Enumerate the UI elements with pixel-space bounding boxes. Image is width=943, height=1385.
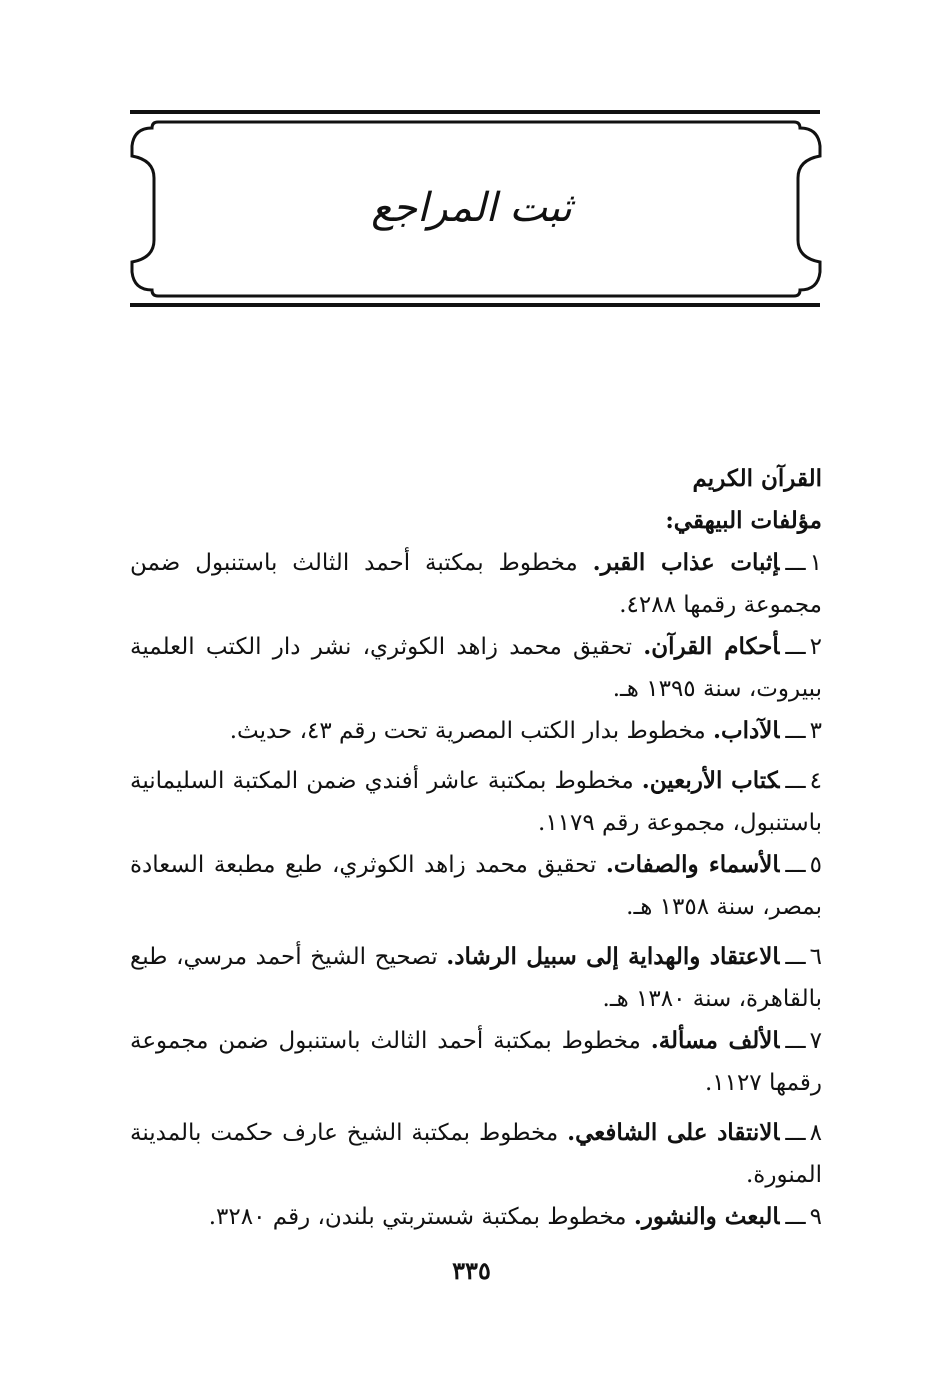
reference-entry	[130, 1020, 822, 1104]
entry-dash: ـــ	[785, 634, 806, 660]
entry-title: البعث والنشور.	[633, 1203, 780, 1230]
entry-dash: ـــ	[785, 1204, 806, 1230]
entry-number: ٩	[809, 1204, 822, 1230]
entry-title: الأسماء والصفات.	[605, 851, 780, 878]
entry-dash: ـــ	[785, 1120, 806, 1146]
entry-title: الاعتقاد والهداية إلى سبيل الرشاد.	[446, 943, 780, 970]
entry-dash: ـــ	[785, 550, 806, 576]
reference-entry	[130, 626, 822, 710]
entry-dash: ـــ	[785, 718, 806, 744]
entry-description: مخطوط بمكتبة الشيخ عارف حكمت بالمدينة المنورة.	[130, 1120, 822, 1188]
entries	[130, 542, 822, 1238]
entry-dash: ـــ	[785, 768, 806, 794]
entry-description: تحقيق محمد زاهد الكوثري، نشر دار الكتب العلمية ببيروت، سنة ١٣٩٥ هـ.	[130, 634, 822, 702]
entry-description: تحقيق محمد زاهد الكوثري، طبع مطبعة السعادة بمصر، سنة ١٣٥٨ هـ.	[130, 852, 822, 920]
entry-title: أحكام القرآن.	[643, 633, 780, 660]
entry-number: ٦	[809, 944, 822, 970]
reference-entry	[130, 1112, 822, 1196]
entry-number: ٥	[809, 852, 822, 878]
top-rule	[130, 110, 820, 114]
reference-entry	[130, 760, 822, 844]
entry-title: كتاب الأربعين.	[641, 767, 780, 794]
entry-description: مخطوط بمكتبة أحمد الثالث باستنبول ضمن مجموعة رقمها ١١٢٧.	[130, 1028, 822, 1096]
reference-entry	[130, 710, 822, 752]
entry-title: الآداب.	[713, 717, 780, 744]
entry-title: الألف مسألة.	[650, 1027, 780, 1054]
page-number: ٣٣٥	[452, 1256, 491, 1285]
entry-dash: ـــ	[785, 1028, 806, 1054]
entry-description: مخطوط بمكتبة أحمد الثالث باستنبول ضمن مجموعة رقمها ٤٢٨٨.	[130, 550, 822, 618]
entry-number: ١	[809, 550, 822, 576]
entry-description: مخطوط بمكتبة عاشر أفندي ضمن المكتبة السليمانية باستنبول، مجموعة رقم ١١٧٩.	[130, 768, 822, 836]
entry-dash: ـــ	[785, 944, 806, 970]
reference-entry	[130, 844, 822, 928]
entry-number: ٤	[809, 768, 822, 794]
reference-entry	[130, 936, 822, 1020]
entry-dash: ـــ	[785, 852, 806, 878]
entry-description: تصحيح الشيخ أحمد مرسي، طبع بالقاهرة، سنة ١٣٨٠ هـ.	[130, 944, 822, 1012]
page-title: ثبت المراجع	[371, 185, 572, 231]
entry-number: ٧	[809, 1028, 822, 1054]
reference-entry	[130, 542, 822, 626]
entry-title: الانتقاد على الشافعي.	[567, 1119, 780, 1146]
heading-bayhaqi: مؤلفات البيهقي:	[665, 507, 822, 534]
entry-title: إثبات عذاب القبر.	[592, 549, 780, 576]
references-list	[130, 458, 822, 1238]
entry-number: ٣	[809, 718, 822, 744]
entry-number: ٨	[809, 1120, 822, 1146]
entry-description: مخطوط بمكتبة شستربتي بلندن، رقم ٣٢٨٠.	[208, 1204, 634, 1230]
entry-description: مخطوط بدار الكتب المصرية تحت رقم ٤٣، حديث.	[229, 718, 713, 744]
reference-entry	[130, 1196, 822, 1238]
bottom-rule	[130, 303, 820, 307]
entry-number: ٢	[809, 634, 822, 660]
heading-quran: القرآن الكريم	[692, 465, 822, 492]
